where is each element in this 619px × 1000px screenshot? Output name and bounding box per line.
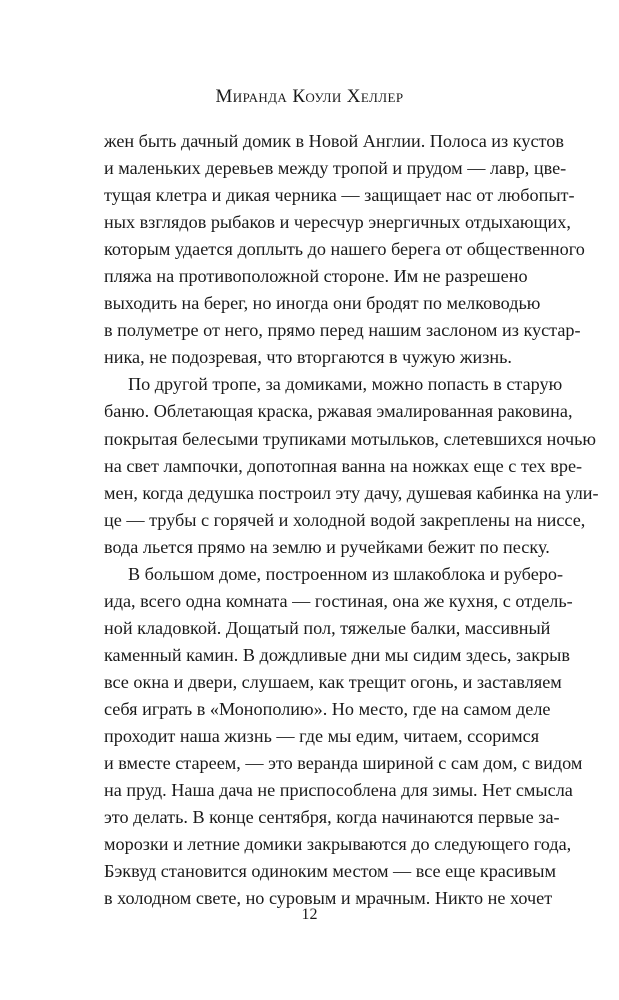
text-line: проходит наша жизнь — где мы едим, читаем, ссоримся — [104, 726, 540, 747]
text-line: вода льется прямо на землю и ручейками бежит по песку. — [104, 536, 550, 557]
paragraph-1 — [104, 128, 585, 371]
text-line: морозки и летние домики закрываются до следующего года, — [104, 834, 572, 855]
text-line: Бэквуд становится одиноким местом — все еще красивым — [104, 861, 556, 882]
text-line: це — трубы с горячей и холодной водой закреплены на ниссе, — [104, 509, 586, 530]
text-line: которым удается доплыть до нашего берега от общественного — [104, 239, 585, 260]
running-header: Миранда Коули Хеллер — [215, 86, 404, 107]
page-number: 12 — [301, 906, 318, 923]
text-line: каменный камин. В дождливые дни мы сидим здесь, закрыв — [104, 644, 570, 665]
body-text — [104, 128, 599, 912]
text-line: это делать. В конце сентября, когда начинаются первые за- — [104, 807, 560, 828]
text-line: выходить на берег, но иногда они бродят по мелководью — [104, 293, 541, 314]
text-line: По другой тропе, за домиками, можно попасть в старую — [128, 374, 563, 395]
text-line: и маленьких деревьев между тропой и прудом — лавр, цве- — [104, 158, 567, 179]
text-line: покрытая белесыми трупиками мотыльков, слетевшихся ночью — [104, 428, 597, 449]
text-line: пляжа на противоположной стороне. Им не разрешено — [104, 266, 528, 287]
text-line: все окна и двери, слушаем, как трещит огонь, и заставляем — [104, 671, 562, 692]
text-line: ника, не подозревая, что вторгаются в чужую жизнь. — [104, 347, 512, 368]
text-line: тущая клетра и дикая черника — защищает нас от любопыт- — [104, 185, 575, 206]
text-line: баню. Облетающая краска, ржавая эмалированная раковина, — [104, 401, 573, 422]
text-line: себя играть в «Монополию». Но место, где на самом деле — [104, 698, 551, 719]
text-line: на пруд. Наша дача не приспособлена для зимы. Нет смысла — [104, 780, 573, 801]
text-line: мен, когда дедушка построил эту дачу, душевая кабинка на ули- — [104, 482, 599, 503]
text-line: и вместе стареем, — это веранда шириной с сам дом, с видом — [104, 753, 583, 774]
paragraph-3 — [104, 561, 583, 913]
text-line: жен быть дачный домик в Новой Англии. Полоса из кустов — [104, 131, 564, 151]
text-line: на свет лампочки, допотопная ванна на ножках еще с тех вре- — [104, 455, 583, 476]
text-line: ной кладовкой. Дощатый пол, тяжелые балки, массивный — [104, 617, 551, 638]
text-line: в полуметре от него, прямо перед нашим заслоном из кустар- — [104, 320, 581, 341]
text-line: ных взглядов рыбаков и чересчур энергичных отдыхающих, — [104, 212, 571, 233]
text-line: в холодном свете, но суровым и мрачным. Никто не хочет — [104, 888, 553, 909]
paragraph-2 — [104, 371, 599, 560]
text-line: В большом доме, построенном из шлакоблока и руберо- — [128, 563, 564, 584]
text-line: ида, всего одна комната — гостиная, она же кухня, с отдель- — [104, 590, 573, 611]
